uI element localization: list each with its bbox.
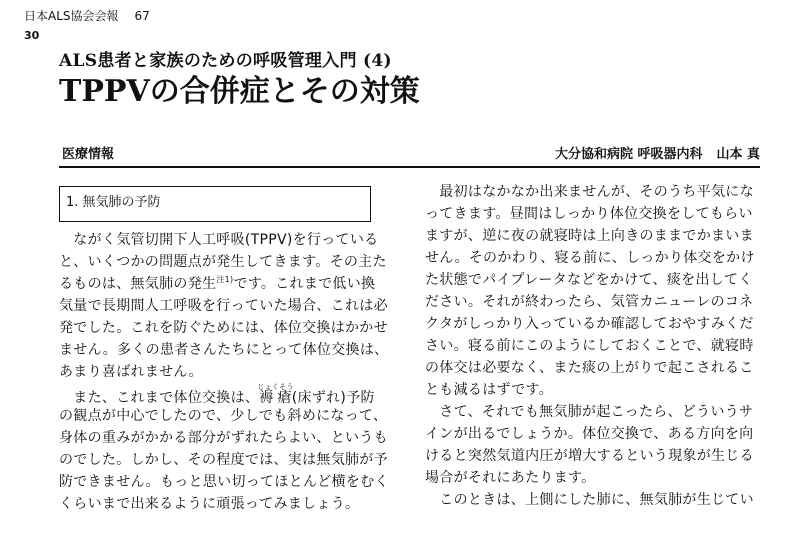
text-line: クタがしっかり入っているか確認しておやすみくだ <box>425 316 754 332</box>
text-line: インが出るでしょうか。体位交換で、ある方向を向 <box>425 426 754 442</box>
text-segment: るものは、無気肺の発生 <box>59 276 217 292</box>
text-line <box>59 383 377 405</box>
text-line: ってきます。昼間はしっかり体位交換をしてもらい <box>425 206 753 222</box>
text-line: ません。多くの患者さんたちにとって体位交換は、 <box>59 342 389 358</box>
author-name: 山本 真 <box>716 147 760 162</box>
article-category: 医療情報 <box>62 147 115 162</box>
text-line: 発でした。これを防ぐためには、体位交換はかかせ <box>59 320 388 336</box>
text-line: ださい。それが終わったら、気管カニューレのコネ <box>425 294 754 310</box>
article-title: TPPVの合併症とその対策 <box>59 74 420 109</box>
text-line: さい。寝る前にこのようにしておくことで、就寝時 <box>425 338 754 354</box>
journal-name: 日本ALS協会会報 <box>24 9 119 23</box>
text-line: のでした。しかし、その程度では、実は無気肺が予 <box>59 452 388 468</box>
text-line: の体交は必要なく、また痰の上がりで起こされるこ <box>425 360 754 376</box>
page-number: 30 <box>24 29 40 42</box>
text-line: 場合がそれにあたります。 <box>425 470 596 486</box>
text-line: くらいまで出来るように頑張ってみましょう。 <box>59 496 360 512</box>
text-line: せん。そのかわり、寝る前に、しっかり体交をかけ <box>425 250 755 266</box>
footnote-ref: 注1) <box>216 275 234 284</box>
section-heading: 1. 無気肺の予防 <box>59 186 371 222</box>
author-affiliation: 大分協和病院 呼吸器内科 <box>554 147 703 162</box>
ruby-word <box>257 383 294 406</box>
header-divider <box>59 166 760 168</box>
text-line: 最初はなかなか出来ませんが、そのうち平気にな <box>425 184 754 200</box>
right-column <box>425 181 755 511</box>
text-line: あまり喜ばれません。 <box>59 364 203 380</box>
text-line: けると突然気道内圧が増大するという現象が生じる <box>425 448 754 464</box>
author-line <box>555 143 760 162</box>
text-line: ますが、逆に夜の就寝時は上向きのままでかまいま <box>425 228 754 244</box>
text-line: とも減るはずです。 <box>425 382 553 398</box>
ruby-reading: じょくそう <box>257 383 294 391</box>
text-line: 身体の重みがかかる部分がずれたらよい、というも <box>59 430 388 446</box>
text-line: の観点が中心でしたので、少しでも斜めになって、 <box>59 408 388 424</box>
journal-header <box>24 9 150 23</box>
issue-number: 67 <box>134 9 150 23</box>
series-title: ALS患者と家族のための呼吸管理入門 (4) <box>59 51 392 71</box>
text-line: 防できません。もっと思い切ってほとんど横をむく <box>59 474 389 490</box>
text-line: と、いくつかの問題点が発生してきます。その主た <box>59 254 387 270</box>
text-line <box>59 273 377 295</box>
text-line: さて、それでも無気肺が起こったら、どういうサ <box>425 404 754 420</box>
text-segment: (床ずれ)予防 <box>291 390 375 406</box>
text-segment: また、これまで体位交換は、 <box>59 390 260 406</box>
text-line: 気量で長期間人工呼吸を行っていた場合、これは必 <box>59 298 388 314</box>
text-line: た状態でパイプレータなどをかけて、痰を出してく <box>425 272 753 288</box>
text-line: ながく気管切開下人工呼吸(TPPV)を行っている <box>59 232 379 248</box>
left-column <box>59 229 389 515</box>
text-segment: です。これまで低い換 <box>233 276 376 292</box>
ruby-base: 褥瘡 <box>257 390 294 406</box>
text-line: このときは、上側にした肺に、無気肺が生じてい <box>425 492 754 508</box>
